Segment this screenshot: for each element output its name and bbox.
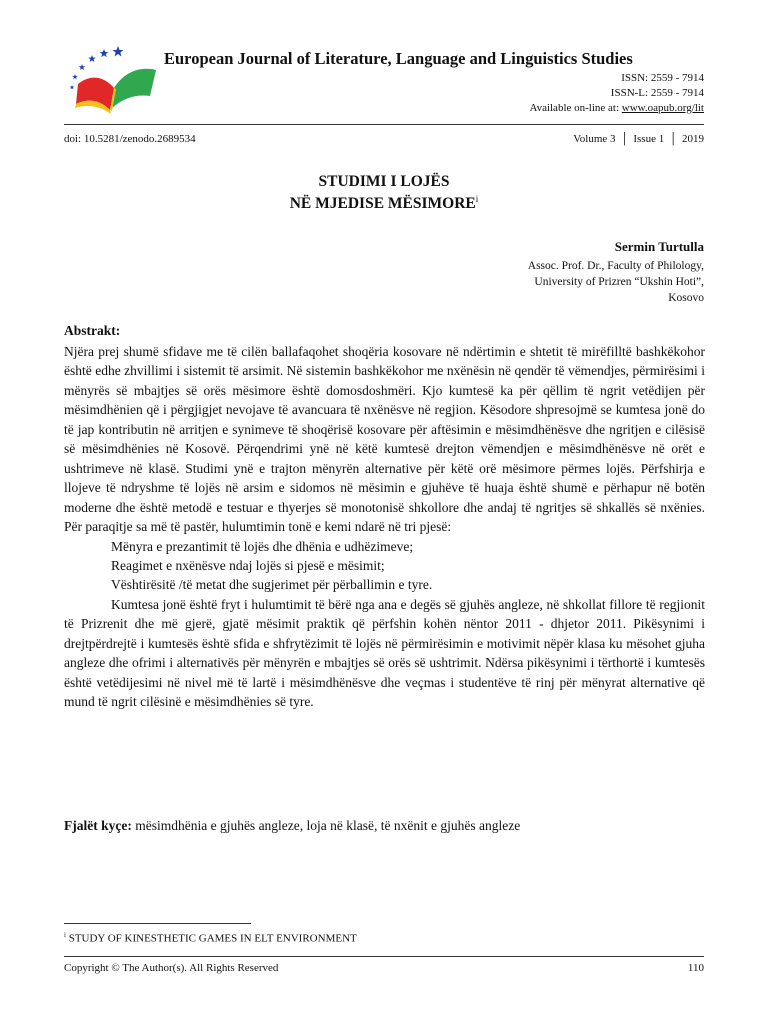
separator: │: [669, 133, 677, 145]
keywords-text: mësimdhënia e gjuhës angleze, loja në klasë, të nxënit e gjuhës angleze: [131, 818, 521, 833]
keywords-label: Fjalët kyçe:: [64, 818, 132, 833]
journal-website-link[interactable]: www.oapub.org/lit: [621, 102, 704, 114]
footer-divider: [64, 956, 704, 957]
abstract-body: [64, 342, 705, 712]
affiliation-line: University of Prizren “Ukshin Hoti”,: [534, 276, 704, 288]
list-item: Vështirësitë /të metat dhe sugjerimet për përballimin e tyre.: [111, 577, 433, 593]
author-name: Sermin Turtulla: [614, 239, 704, 254]
journal-logo: [64, 40, 160, 120]
abstract-paragraph: Kumtesa jonë është fryt i hulumtimit të bërë nga ana e degës së gjuhës angleze, në shkollat fillore të regjionit të Prizrenit dhe më gjerë, gjatë mësimit praktik që përfshin kohën nëntor 2011 - dhjetor 2011. Pikësynimi i drejtpërdrejtë i kumtesës është sfida e shfrytëzimit të lojës në përmirësimin e motivimit nëpër klasa ku mësohet gjuha angleze dhe ofrimi i alternativës për mënyrën e mbajtjes së orës së ushtrimit. Ndërsa pikësynimi i tërthortë i kumtesës është vetëdijesimi në nivel më të lartë i mësimdhënësve dhe veçmas i studentëve të rinj për mënyrat alternative që mund të ngrit cilësinë e mësimdhënies së tyre.: [64, 596, 705, 710]
footnote-mark: i: [64, 931, 66, 939]
volume-issue-year: [573, 133, 704, 145]
year: 2019: [682, 133, 704, 145]
affiliation-line: Kosovo: [668, 292, 704, 304]
abstract-paragraph: Njëra prej shumë sfidave me të cilën ballafaqohet shoqëria kosovare në ndërtimin e shtetit të mirëfilltë bashkëkohor është edhe zhvillimi i sistemit të arsimit. Në sistemin bashkëkohor me nxënësin në qendër të vëmendjes, përmirësimi i mënyrës së mbajtjes së orës mësimore është domosdoshmëri. Kjo kumtesë ka për qëllim të ngrit vetëdijen për mësimdhënien që i përgjigjet nevojave të avancuara të nxënësve në regjion. Kësodore shpresojmë se kumtesa jonë do të jap kontributin në arritjen e synimeve të shoqërisë kosovare për aftësimin e mësimdhënësve dhe ngritjen e cilësisë së mësimdhënies në Kosovë. Përqendrimi ynë në këtë kumtesë drejton vëmendjen e mësimdhënësve në orët e ushtrimeve në klasë. Studimi ynë e trajton mënyrën alternative për këtë orë mësimore përmes lojës. Përfshirja e llojeve të ndryshme të lojës në arsim e sidomos në mësimin e gjuhëve të huaja është shumë e përhapur në botën moderne dhe është metodë e testuar e thyerjes së monotonisë shkollore dhe andaj të ngritjes së shkallës së nxënies. Për paraqitje sa më të pastër, hulumtimin tonë e kemi ndarë në tri pjesë:: [64, 344, 705, 535]
journal-title: European Journal of Literature, Language and Linguistics Studies: [164, 49, 633, 68]
keywords: [64, 818, 520, 834]
header-divider: [64, 124, 704, 125]
list-item: Reagimet e nxënësve ndaj lojës si pjesë e mësimit;: [111, 557, 385, 573]
issn-l: ISSN-L: 2559 - 7914: [610, 87, 704, 99]
online-availability: [529, 102, 704, 114]
separator: │: [620, 133, 629, 145]
affiliation-line: Assoc. Prof. Dr., Faculty of Philology,: [527, 260, 704, 272]
article-title-line-2: [64, 194, 704, 213]
abstract-heading: Abstrakt:: [64, 323, 121, 338]
issue: Issue 1: [633, 133, 665, 145]
footnote-text: STUDY OF KINESTHETIC GAMES IN ELT ENVIRONMENT: [65, 932, 357, 945]
article-title-line-1: STUDIMI I LOJËS: [318, 173, 450, 190]
online-prefix: Available on-line at:: [529, 102, 622, 114]
list-item: Mënyra e prezantimit të lojës dhe dhënia e udhëzimeve;: [111, 538, 414, 554]
article-title-text: NË MJEDISE MËSIMORE: [289, 195, 476, 213]
volume: Volume 3: [573, 133, 616, 145]
footnote-divider: [64, 923, 251, 924]
page-number: 110: [687, 962, 704, 974]
doi: doi: 10.5281/zenodo.2689534: [64, 133, 196, 145]
open-book-icon: [75, 69, 156, 114]
copyright: Copyright © The Author(s). All Rights Reserved: [64, 962, 279, 974]
title-footnote-mark[interactable]: i: [475, 194, 479, 204]
issn: ISSN: 2559 - 7914: [621, 72, 704, 84]
footnote: [64, 931, 357, 945]
